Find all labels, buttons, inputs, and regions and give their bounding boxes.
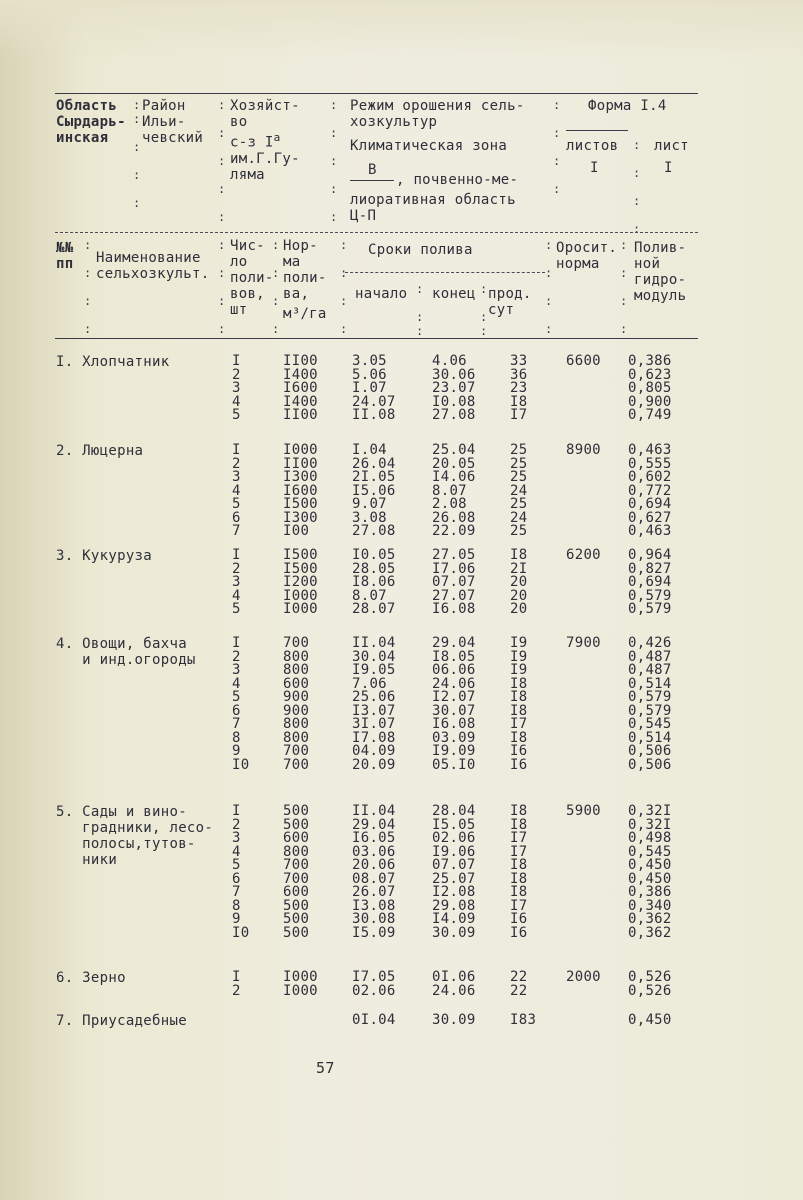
- irrigation-norm: I500: [283, 560, 318, 577]
- start-date: 0I.04: [352, 1012, 396, 1028]
- end-date: 25.04: [432, 442, 476, 458]
- irrigation-norm: 700: [283, 857, 310, 873]
- irrigation-norm: 800: [283, 662, 310, 678]
- duration-days: 23: [510, 380, 528, 396]
- start-date: I5.09: [352, 924, 396, 941]
- end-date: I6.08: [432, 716, 476, 732]
- duration-days: I8: [510, 884, 528, 900]
- start-date: I6.05: [352, 830, 396, 846]
- duration-days: I7: [510, 843, 528, 860]
- irrigation-number: 3: [232, 830, 241, 846]
- irrigation-norm: I400: [283, 366, 318, 383]
- end-date: 30.07: [432, 702, 476, 719]
- col-start: начало: [355, 286, 408, 302]
- irrigation-number: 4: [232, 482, 241, 499]
- start-date: 26.04: [352, 455, 396, 472]
- end-date: I8.05: [432, 648, 476, 665]
- irrigation-norm: 800: [283, 843, 310, 860]
- crop-name: 3. Кукуруза: [56, 548, 153, 564]
- irrigation-number: 5: [232, 857, 241, 873]
- irrigation-norm: 700: [283, 870, 310, 887]
- soil-area-label: , почвенно-ме-: [396, 172, 519, 188]
- duration-days: 24: [510, 509, 528, 526]
- end-date: 02.06: [432, 830, 476, 846]
- irrigation-norm: I000: [283, 587, 318, 604]
- col-chislo: Чис- ло поли- вов, шт: [230, 238, 274, 318]
- crop-name: 4. Овощи, бахча и инд.огороды: [56, 636, 196, 668]
- duration-days: I8: [510, 393, 528, 410]
- start-date: I7.08: [352, 729, 396, 746]
- irrigation-number: 6: [232, 870, 241, 887]
- duration-days: I7: [510, 716, 528, 732]
- end-date: I2.07: [432, 689, 476, 705]
- irrigation-total-norm: 6200: [566, 547, 601, 563]
- hydromodule: 0,32I: [628, 803, 672, 819]
- irrigation-norm: 500: [283, 816, 310, 833]
- irrigation-number: 6: [232, 509, 241, 526]
- end-date: 27.05: [432, 547, 476, 563]
- end-date: I2.08: [432, 884, 476, 900]
- irrigation-number: 2: [232, 648, 241, 665]
- end-date: 29.08: [432, 897, 476, 914]
- hydromodule: 0,772: [628, 482, 672, 499]
- end-date: 07.07: [432, 574, 476, 590]
- duration-days: 25: [510, 523, 528, 539]
- sheets-label: листов: [566, 138, 619, 154]
- duration-days: 36: [510, 366, 528, 383]
- duration-days: I9: [510, 635, 528, 651]
- start-date: I0.05: [352, 547, 396, 563]
- end-date: 28.04: [432, 803, 476, 819]
- irrigation-norm: I000: [283, 601, 318, 617]
- duration-days: I9: [510, 662, 528, 678]
- irrigation-norm: I600: [283, 380, 318, 396]
- end-date: 22.09: [432, 523, 476, 539]
- irrigation-number: 3: [232, 574, 241, 590]
- irrigation-norm: II00: [283, 407, 318, 423]
- irrigation-number: 3: [232, 662, 241, 678]
- end-date: 29.04: [432, 635, 476, 651]
- end-date: I5.05: [432, 816, 476, 833]
- start-date: 03.06: [352, 843, 396, 860]
- start-date: I3.08: [352, 897, 396, 914]
- duration-days: I8: [510, 803, 528, 819]
- irrigation-norm: I200: [283, 574, 318, 590]
- irrigation-number: 8: [232, 897, 241, 914]
- start-date: I8.06: [352, 574, 396, 590]
- sheet-value: I: [664, 160, 673, 176]
- irrigation-norm: II00: [283, 353, 318, 369]
- duration-days: I8: [510, 857, 528, 873]
- duration-days: 20: [510, 574, 528, 590]
- hydromodule: 0,555: [628, 455, 672, 472]
- hydromodule: 0,362: [628, 911, 672, 927]
- start-date: 08.07: [352, 870, 396, 887]
- start-date: 24.07: [352, 393, 396, 410]
- start-date: 28.07: [352, 601, 396, 617]
- irrigation-norm: 800: [283, 648, 310, 665]
- hydromodule: 0,623: [628, 366, 672, 383]
- hydromodule: 0,964: [628, 547, 672, 563]
- irrigation-number: I: [232, 803, 241, 819]
- irrigation-norm: 700: [283, 635, 310, 651]
- duration-days: I8: [510, 689, 528, 705]
- hydromodule: 0,579: [628, 587, 672, 604]
- hydromodule: 0,463: [628, 523, 672, 539]
- oblast-label: Область Сырдарь- инская: [56, 98, 126, 146]
- duration-days: 25: [510, 469, 528, 485]
- duration-days: I8: [510, 729, 528, 746]
- irrigation-norm: 500: [283, 911, 310, 927]
- hydromodule: 0,579: [628, 689, 672, 705]
- hydromodule: 0,450: [628, 870, 672, 887]
- irrigation-number: 2: [232, 455, 241, 472]
- hydromodule: 0,579: [628, 702, 672, 719]
- hydromodule: 0,514: [628, 675, 672, 692]
- hydromodule: 0,487: [628, 662, 672, 678]
- hydromodule: 0,487: [628, 648, 672, 665]
- hydromodule: 0,450: [628, 1012, 672, 1028]
- end-date: 20.05: [432, 455, 476, 472]
- hydromodule: 0,450: [628, 857, 672, 873]
- irrigation-number: I: [232, 442, 241, 458]
- sheets-value: I: [590, 160, 599, 176]
- hydromodule: 0,32I: [628, 816, 672, 833]
- hydromodule: 0,526: [628, 982, 672, 999]
- irrigation-norm: I000: [283, 982, 318, 999]
- irrigation-number: I: [232, 353, 241, 369]
- irrigation-norm: 700: [283, 756, 310, 773]
- climate-zone-label: Климатическая зона: [350, 138, 508, 154]
- irrigation-norm: 500: [283, 897, 310, 914]
- irrigation-norm: 900: [283, 702, 310, 719]
- irrigation-number: 5: [232, 496, 241, 512]
- hydromodule: 0,900: [628, 393, 672, 410]
- soil-area-label-2: лиоративная область Ц-П: [350, 192, 516, 224]
- irrigation-number: 2: [232, 982, 241, 999]
- irrigation-norm: 600: [283, 675, 310, 692]
- col-nn: №№ пп: [56, 240, 74, 272]
- hydromodule: 0,579: [628, 601, 672, 617]
- start-date: 3.05: [352, 353, 387, 369]
- rayon-label: Район Ильи- чевский: [142, 98, 204, 146]
- irrigation-number: 4: [232, 675, 241, 692]
- hydromodule: 0,526: [628, 969, 672, 985]
- hydromodule: 0,694: [628, 496, 672, 512]
- column-head-rule: [55, 338, 698, 339]
- irrigation-norm: I300: [283, 469, 318, 485]
- page-number: 57: [316, 1059, 335, 1077]
- col-norma: Нор- ма поли- ва, м³/га: [283, 238, 327, 322]
- start-date: II.04: [352, 803, 396, 819]
- end-date: 30.09: [432, 924, 476, 941]
- hydromodule: 0,627: [628, 509, 672, 526]
- crop-name: I. Хлопчатник: [56, 354, 170, 370]
- hydromodule: 0,426: [628, 635, 672, 651]
- start-date: 7.06: [352, 675, 387, 692]
- hydromodule: 0,827: [628, 560, 672, 577]
- start-date: I3.07: [352, 702, 396, 719]
- duration-days: 20: [510, 587, 528, 604]
- crop-name: 2. Люцерна: [56, 443, 144, 459]
- start-date: 30.04: [352, 648, 396, 665]
- start-date: 04.09: [352, 743, 396, 759]
- irrigation-norm: I300: [283, 509, 318, 526]
- hydromodule: 0,506: [628, 756, 672, 773]
- start-date: 5.06: [352, 366, 387, 383]
- col-sroki: Сроки полива: [368, 242, 473, 258]
- top-rule: [55, 93, 698, 94]
- irrigation-norm: 700: [283, 743, 310, 759]
- irrigation-number: I: [232, 635, 241, 651]
- start-date: I7.05: [352, 969, 396, 985]
- hydromodule: 0,386: [628, 353, 672, 369]
- end-date: 23.07: [432, 380, 476, 396]
- duration-days: I83: [510, 1012, 537, 1028]
- irrigation-number: 2: [232, 560, 241, 577]
- hydromodule: 0,749: [628, 407, 672, 423]
- duration-days: I6: [510, 924, 528, 941]
- duration-days: 2I: [510, 560, 528, 577]
- duration-days: I7: [510, 897, 528, 914]
- end-date: I6.08: [432, 601, 476, 617]
- duration-days: I8: [510, 547, 528, 563]
- end-date: 26.08: [432, 509, 476, 526]
- irrigation-number: 2: [232, 816, 241, 833]
- duration-days: I6: [510, 756, 528, 773]
- irrigation-norm: 800: [283, 716, 310, 732]
- duration-days: 22: [510, 982, 528, 999]
- irrigation-number: 9: [232, 911, 241, 927]
- irrigation-norm: 900: [283, 689, 310, 705]
- irrigation-norm: 800: [283, 729, 310, 746]
- irrigation-total-norm: 5900: [566, 803, 601, 819]
- sheet-label: лист: [654, 138, 689, 154]
- irrigation-number: I: [232, 547, 241, 563]
- duration-days: 24: [510, 482, 528, 499]
- irrigation-norm: I400: [283, 393, 318, 410]
- irrigation-number: 5: [232, 601, 241, 617]
- end-date: 07.07: [432, 857, 476, 873]
- duration-days: I6: [510, 743, 528, 759]
- hydromodule: 0,340: [628, 897, 672, 914]
- start-date: I.04: [352, 442, 387, 458]
- end-date: I4.09: [432, 911, 476, 927]
- col-end: конец: [432, 286, 476, 302]
- hydromodule: 0,514: [628, 729, 672, 746]
- duration-days: I9: [510, 648, 528, 665]
- duration-days: 20: [510, 601, 528, 617]
- irrigation-total-norm: 6600: [566, 353, 601, 369]
- start-date: 27.08: [352, 523, 396, 539]
- irrigation-norm: 500: [283, 803, 310, 819]
- irrigation-number: 7: [232, 523, 241, 539]
- duration-days: I7: [510, 830, 528, 846]
- duration-days: I8: [510, 816, 528, 833]
- start-date: II.08: [352, 407, 396, 423]
- end-date: 24.06: [432, 675, 476, 692]
- end-date: 30.06: [432, 366, 476, 383]
- irrigation-norm: 500: [283, 924, 310, 941]
- hydromodule: 0,463: [628, 442, 672, 458]
- start-date: 3.08: [352, 509, 387, 526]
- hydromodule: 0,506: [628, 743, 672, 759]
- end-date: 27.08: [432, 407, 476, 423]
- irrigation-number: 4: [232, 843, 241, 860]
- irrigation-number: 6: [232, 702, 241, 719]
- irrigation-norm: II00: [283, 455, 318, 472]
- end-date: I9.09: [432, 743, 476, 759]
- irrigation-total-norm: 2000: [566, 969, 601, 985]
- crop-name: 5. Сады и вино- градники, лесо- полосы,тутов- ники: [56, 804, 214, 868]
- end-date: I4.06: [432, 469, 476, 485]
- start-date: 20.09: [352, 756, 396, 773]
- irrigation-norm: I600: [283, 482, 318, 499]
- start-date: I5.06: [352, 482, 396, 499]
- duration-days: 33: [510, 353, 528, 369]
- end-date: 03.09: [432, 729, 476, 746]
- irrigation-number: 4: [232, 587, 241, 604]
- irrigation-number: 3: [232, 380, 241, 396]
- hydromodule: 0,545: [628, 716, 672, 732]
- rezhim-title: Режим орошения сель- хозкультур: [350, 98, 525, 130]
- duration-days: 25: [510, 496, 528, 512]
- end-date: 24.06: [432, 982, 476, 999]
- irrigation-norm: I000: [283, 969, 318, 985]
- crop-name: 6. Зерно: [56, 970, 126, 986]
- start-date: 3I.07: [352, 716, 396, 732]
- hydromodule: 0,602: [628, 469, 672, 485]
- end-date: 0I.06: [432, 969, 476, 985]
- end-date: I0.08: [432, 393, 476, 410]
- header-rule: [55, 232, 698, 233]
- duration-days: I7: [510, 407, 528, 423]
- end-date: I9.06: [432, 843, 476, 860]
- irrigation-number: 5: [232, 689, 241, 705]
- irrigation-number: 8: [232, 729, 241, 746]
- start-date: 20.06: [352, 857, 396, 873]
- start-date: 2I.05: [352, 469, 396, 485]
- start-date: 25.06: [352, 689, 396, 705]
- col-orosit: Оросит. норма: [556, 240, 618, 272]
- irrigation-norm: I00: [283, 523, 310, 539]
- duration-days: I8: [510, 675, 528, 692]
- duration-days: I8: [510, 870, 528, 887]
- end-date: 30.09: [432, 1012, 476, 1028]
- hydromodule: 0,362: [628, 924, 672, 941]
- start-date: 9.07: [352, 496, 387, 512]
- irrigation-number: I0: [232, 924, 250, 941]
- hydromodule: 0,498: [628, 830, 672, 846]
- hydromodule: 0,805: [628, 380, 672, 396]
- irrigation-number: I0: [232, 756, 250, 773]
- end-date: 27.07: [432, 587, 476, 604]
- start-date: 8.07: [352, 587, 387, 604]
- irrigation-number: 7: [232, 716, 241, 732]
- end-date: 2.08: [432, 496, 467, 512]
- end-date: 4.06: [432, 353, 467, 369]
- irrigation-number: 5: [232, 407, 241, 423]
- end-date: 25.07: [432, 870, 476, 887]
- duration-days: 25: [510, 442, 528, 458]
- start-date: II.04: [352, 635, 396, 651]
- irrigation-norm: I500: [283, 496, 318, 512]
- irrigation-number: 4: [232, 393, 241, 410]
- start-date: 29.04: [352, 816, 396, 833]
- start-date: 02.06: [352, 982, 396, 999]
- end-date: I7.06: [432, 560, 476, 577]
- irrigation-norm: I000: [283, 442, 318, 458]
- irrigation-total-norm: 7900: [566, 635, 601, 651]
- start-date: 26.07: [352, 884, 396, 900]
- duration-days: I6: [510, 911, 528, 927]
- irrigation-number: 9: [232, 743, 241, 759]
- hydromodule: 0,694: [628, 574, 672, 590]
- irrigation-number: 2: [232, 366, 241, 383]
- end-date: 06.06: [432, 662, 476, 678]
- irrigation-number: I: [232, 969, 241, 985]
- irrigation-norm: 600: [283, 830, 310, 846]
- hydromodule: 0,386: [628, 884, 672, 900]
- duration-days: 25: [510, 455, 528, 472]
- form-number: Форма I.4: [588, 98, 667, 114]
- crop-name: 7. Приусадебные: [56, 1013, 187, 1029]
- col-gidromodul: Полив- ной гидро- модуль: [634, 240, 687, 304]
- irrigation-norm: 600: [283, 884, 310, 900]
- climate-zone-value: В: [368, 162, 377, 178]
- irrigation-number: 7: [232, 884, 241, 900]
- hydromodule: 0,545: [628, 843, 672, 860]
- col-days: прод. сут: [488, 286, 532, 318]
- start-date: I9.05: [352, 662, 396, 678]
- duration-days: 22: [510, 969, 528, 985]
- end-date: 8.07: [432, 482, 467, 499]
- start-date: 30.08: [352, 911, 396, 927]
- start-date: 28.05: [352, 560, 396, 577]
- irrigation-norm: I500: [283, 547, 318, 563]
- irrigation-number: 3: [232, 469, 241, 485]
- hozyaistvo-label: Хозяйст- во с-з $I^а$ им.Г.Гу- ляма: [230, 98, 300, 183]
- irrigation-total-norm: 8900: [566, 442, 601, 458]
- start-date: I.07: [352, 380, 387, 396]
- duration-days: I8: [510, 702, 528, 719]
- col-name: Наименование сельхозкульт.: [96, 250, 210, 282]
- end-date: 05.I0: [432, 756, 476, 773]
